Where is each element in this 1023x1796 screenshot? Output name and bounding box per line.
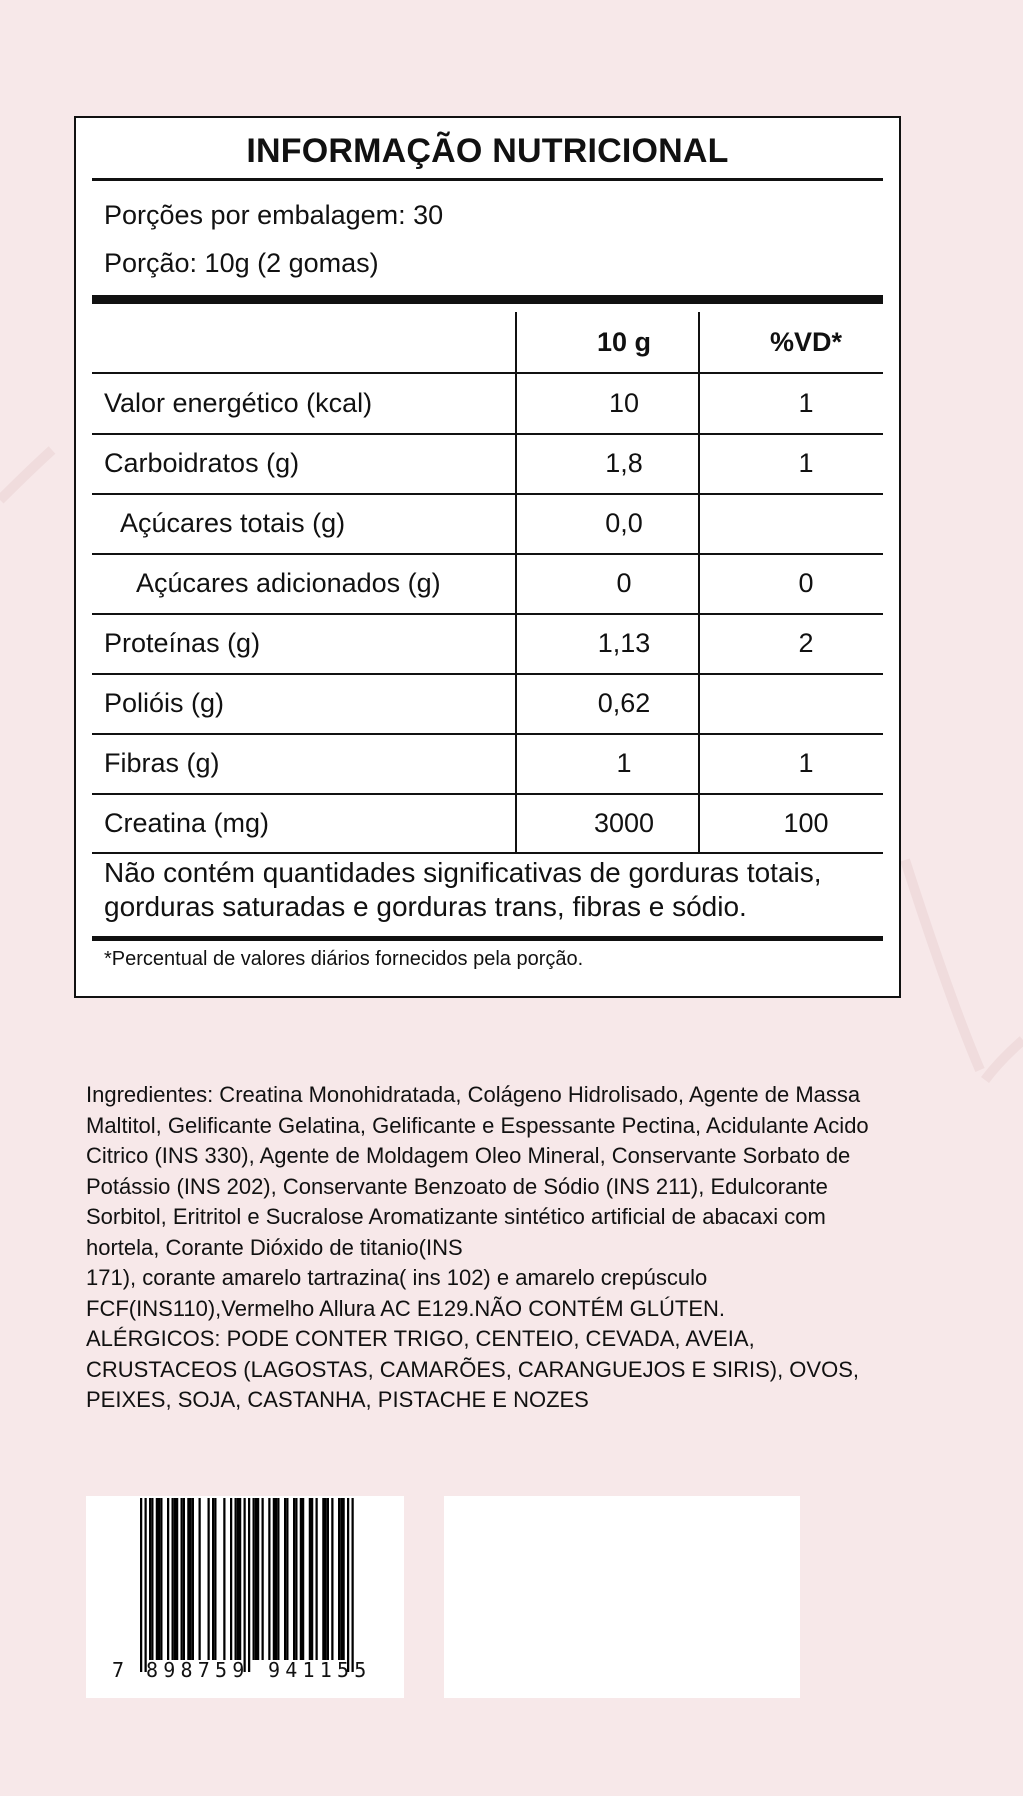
barcode-bar: [140, 1498, 142, 1672]
row-dv: 1: [798, 748, 814, 778]
barcode-bar: [352, 1498, 354, 1672]
daily-value-footnote: *Percentual de valores diários fornecidos pela porção.: [104, 948, 584, 970]
row-amount: 0: [616, 568, 632, 598]
barcode-bar: [230, 1498, 232, 1660]
barcode-bar: [293, 1498, 295, 1660]
row-dv: 1: [798, 388, 814, 418]
barcode-bar: [190, 1498, 192, 1660]
table-row: [92, 733, 883, 793]
barcode-bar: [347, 1498, 349, 1672]
nutrition-facts-panel: [74, 116, 901, 998]
barcode-bar: [235, 1498, 237, 1660]
barcode-bar: [286, 1498, 288, 1660]
row-rule: [92, 852, 883, 854]
barcode-bar: [316, 1498, 318, 1660]
row-label: Açúcares adicionados (g): [136, 568, 441, 598]
barcode-bar: [223, 1498, 225, 1660]
barcode-bar: [309, 1498, 311, 1660]
barcode-bar: [255, 1498, 257, 1660]
row-dv: 100: [783, 808, 829, 838]
barcode-bar: [167, 1498, 169, 1660]
row-label: Creatina (mg): [104, 808, 270, 838]
row-dv: 0: [798, 568, 814, 598]
row-label: Açúcares totais (g): [120, 508, 346, 538]
table-row: [92, 493, 883, 553]
barcode-bar: [331, 1498, 333, 1660]
row-dv: 2: [798, 628, 814, 658]
barcode-bar: [273, 1498, 275, 1660]
serving-size: Porção: 10g (2 gomas): [104, 248, 379, 278]
barcode-bar: [244, 1498, 246, 1672]
barcode-bar: [183, 1498, 185, 1660]
row-dv: 1: [798, 448, 814, 478]
barcode-bar: [262, 1498, 264, 1660]
row-amount: 10: [608, 388, 640, 418]
barcode-bar: [192, 1498, 194, 1660]
barcode-bar: [212, 1498, 214, 1660]
table-row: [92, 373, 883, 433]
barcode-bar: [239, 1498, 241, 1660]
barcode-right-group: 941155: [268, 1658, 372, 1682]
row-amount: 0,62: [597, 688, 651, 718]
barcode-bar: [327, 1498, 329, 1660]
barcode-bar: [257, 1498, 259, 1660]
barcode-bar: [145, 1498, 147, 1672]
title-rule: [92, 178, 883, 181]
barcode-bar: [156, 1498, 158, 1660]
servings-per-package: Porções por embalagem: 30: [104, 200, 444, 230]
barcode-bar: [208, 1498, 210, 1660]
barcode-bar: [338, 1498, 340, 1660]
barcode-bar: [172, 1498, 174, 1660]
row-label: Polióis (g): [104, 688, 225, 718]
row-dv: [716, 673, 896, 733]
barcode-bar: [295, 1498, 297, 1660]
barcode-bar: [214, 1498, 216, 1660]
barcode-bar: [277, 1498, 279, 1660]
table-header-row: [92, 312, 883, 372]
barcode-bar: [322, 1498, 324, 1660]
column-dv-header: %VD*: [769, 327, 843, 357]
nutrition-title: INFORMAÇÃO NUTRICIONAL: [246, 132, 729, 170]
barcode-bar: [325, 1498, 327, 1660]
barcode-left-group: 898759: [146, 1658, 250, 1682]
ingredients-text: Ingredientes: Creatina Monohidratada, Colágeno Hidrolisado, Agente de Massa Maltitol, Gelificante Gelatina, Gelificante e Espessante Pectina, Acidulante Acido Citrico (INS 330), Agente de Moldagem Oleo Mineral, Conservante Sorbato de Potássio (INS 202), Conservante Benzoato de Sódio (INS 211), Edulcorante Sorbitol, Eritritol e Sucralose Aromatizante sintético artificial de abacaxi com hortela, Corante Dióxido de titanio(INS 171), corante amarelo tartrazina( ins 102) e amarelo crepúsculo FCF(INS110),Vermelho Allura AC E129.NÃO CONTÉM GLÚTEN. ALÉRGICOS: PODE CONTER TRIGO, CENTEIO, CEVADA, AVEIA, CRUSTACEOS (LAGOSTAS, CAMARÕES, CARANGUEJOS E SIRIS), OVOS, PEIXES, SOJA, CASTANHA, PISTACHE E NOZES: [86, 1082, 869, 1412]
row-label: Valor energético (kcal): [104, 388, 373, 418]
barcode-bar: [158, 1498, 160, 1660]
table-row: [92, 793, 883, 853]
barcode-bar: [149, 1498, 151, 1660]
row-amount: 0,0: [605, 508, 643, 538]
barcode-bar: [284, 1498, 286, 1660]
table-row: [92, 673, 883, 733]
table-row: [92, 553, 883, 613]
table-row: [92, 433, 883, 493]
row-dv: [716, 493, 896, 553]
barcode-bar: [237, 1498, 239, 1660]
table-row: [92, 613, 883, 673]
barcode-bar: [311, 1498, 313, 1660]
row-label: Fibras (g): [104, 748, 220, 778]
row-amount: 1: [616, 748, 632, 778]
blank-label-area: [444, 1496, 800, 1698]
column-amount-header: 10 g: [596, 327, 652, 357]
barcode-bar: [268, 1498, 270, 1660]
barcode-bar: [302, 1498, 304, 1660]
row-label: Carboidratos (g): [104, 448, 300, 478]
barcode-bar: [176, 1498, 178, 1660]
barcode-bar: [160, 1498, 162, 1660]
barcode-first-digit: 7: [112, 1658, 130, 1682]
barcode-bar: [199, 1498, 201, 1660]
row-amount: 1,8: [605, 448, 643, 478]
thick-rule: [92, 295, 883, 304]
barcode-bar: [174, 1498, 176, 1660]
nutrition-note: Não contém quantidades significativas de gorduras totais, gorduras saturadas e gorduras trans, fibras e sódio.: [104, 857, 822, 922]
row-amount: 1,13: [597, 628, 651, 658]
row-label: Proteínas (g): [104, 628, 261, 658]
barcode: [86, 1496, 404, 1698]
barcode-bar: [275, 1498, 277, 1660]
barcode-bar: [248, 1498, 250, 1672]
barcode-bar: [181, 1498, 183, 1660]
barcode-bar: [340, 1498, 342, 1660]
row-amount: 3000: [593, 808, 655, 838]
note-rule: [92, 936, 883, 941]
barcode-bar: [343, 1498, 345, 1660]
barcode-bar: [253, 1498, 255, 1660]
barcode-bar: [187, 1498, 189, 1660]
barcode-bar: [151, 1498, 153, 1660]
barcode-bar: [300, 1498, 302, 1660]
